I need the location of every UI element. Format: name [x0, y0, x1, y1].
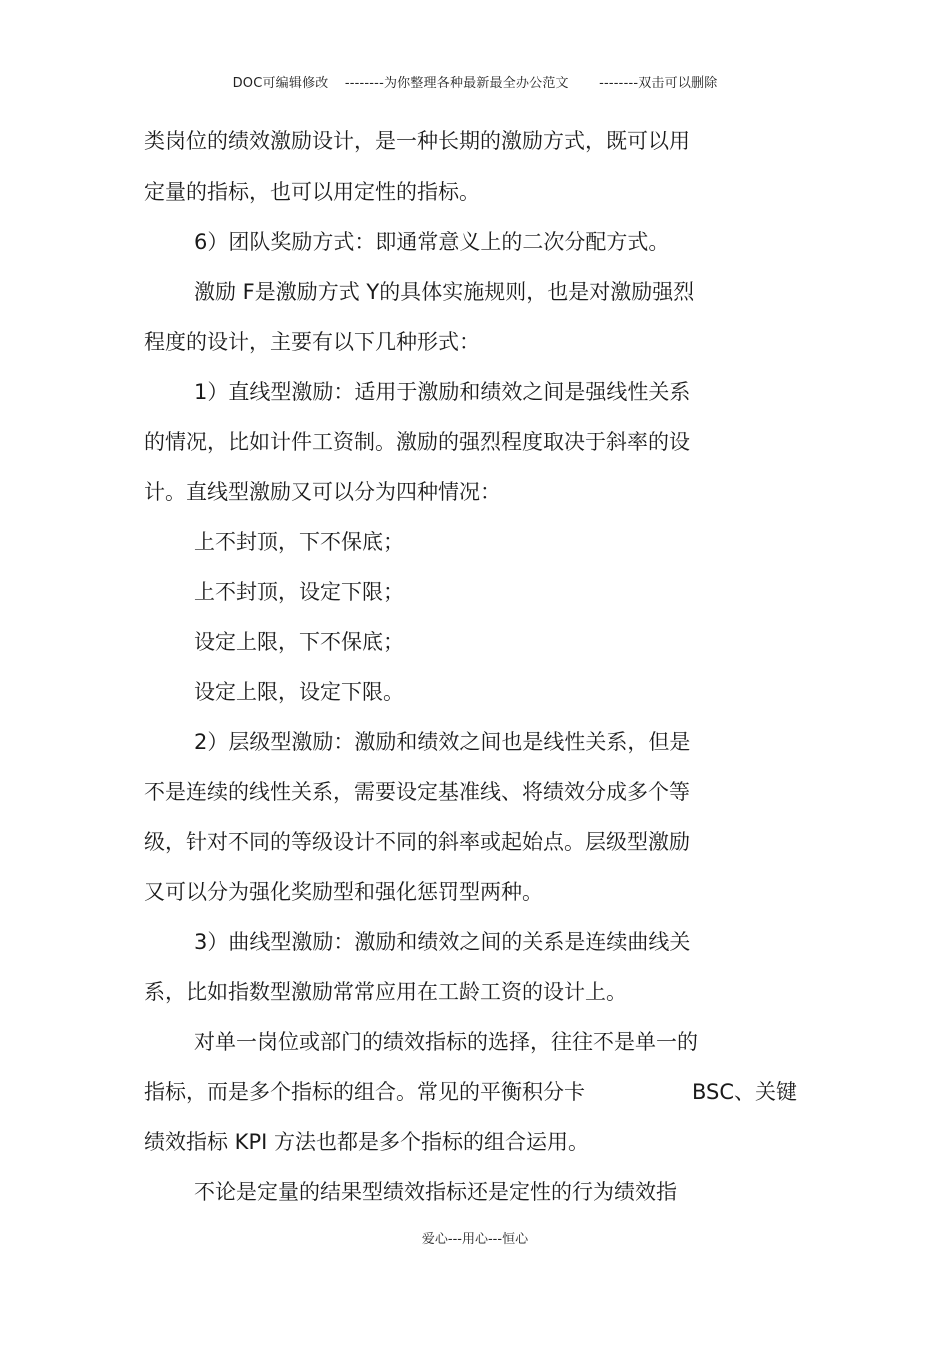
- paragraph-line-fragment: BSC、关键: [692, 1080, 798, 1104]
- list-item: 设定上限，下不保底；: [194, 630, 404, 654]
- paragraph-line: 不论是定量的结果型绩效指标还是定性的行为绩效指: [194, 1180, 677, 1204]
- list-item: 上不封顶，设定下限；: [194, 580, 404, 604]
- paragraph-line: 2）层级型激励：激励和绩效之间也是线性关系，但是: [194, 730, 691, 754]
- paragraph-line: 对单一岗位或部门的绩效指标的选择，往往不是单一的: [194, 1030, 698, 1054]
- paragraph-line: 激励 F是激励方式 Y的具体实施规则，也是对激励强烈: [194, 280, 695, 304]
- paragraph-line: 又可以分为强化奖励型和强化惩罚型两种。: [144, 880, 543, 904]
- paragraph-line: 绩效指标 KPI 方法也都是多个指标的组合运用。: [144, 1130, 589, 1154]
- header-delete-hint: --------双击可以删除: [599, 76, 718, 91]
- header-description: --------为你整理各种最新最全办公范文: [344, 76, 569, 91]
- list-item: 上不封顶，下不保底；: [194, 530, 404, 554]
- paragraph-line: 1）直线型激励：适用于激励和绩效之间是强线性关系: [194, 380, 691, 404]
- paragraph-line: 6）团队奖励方式：即通常意义上的二次分配方式。: [194, 230, 670, 254]
- paragraph-line: 计。直线型激励又可以分为四种情况：: [144, 480, 501, 504]
- paragraph-line: 级，针对不同的等级设计不同的斜率或起始点。层级型激励: [144, 830, 690, 854]
- paragraph-line: 程度的设计，主要有以下几种形式：: [144, 330, 480, 354]
- page-footer: 爱心---用心---恒心: [421, 1232, 529, 1247]
- paragraph-line: 指标，而是多个指标的组合。常见的平衡积分卡: [144, 1080, 585, 1104]
- paragraph-line: 不是连续的线性关系，需要设定基准线、将绩效分成多个等: [144, 780, 690, 804]
- list-item: 设定上限，设定下限。: [194, 680, 404, 704]
- paragraph-line: 定量的指标，也可以用定性的指标。: [144, 180, 480, 204]
- paragraph-line: 类岗位的绩效激励设计，是一种长期的激励方式，既可以用: [144, 129, 690, 153]
- page-header: [0, 72, 950, 91]
- header-doc-label: DOC可编辑修改: [232, 76, 329, 91]
- paragraph-line: 3）曲线型激励：激励和绩效之间的关系是连续曲线关: [194, 930, 691, 954]
- paragraph-line: 系，比如指数型激励常常应用在工龄工资的设计上。: [144, 980, 627, 1004]
- paragraph-line: 的情况，比如计件工资制。激励的强烈程度取决于斜率的设: [144, 430, 690, 454]
